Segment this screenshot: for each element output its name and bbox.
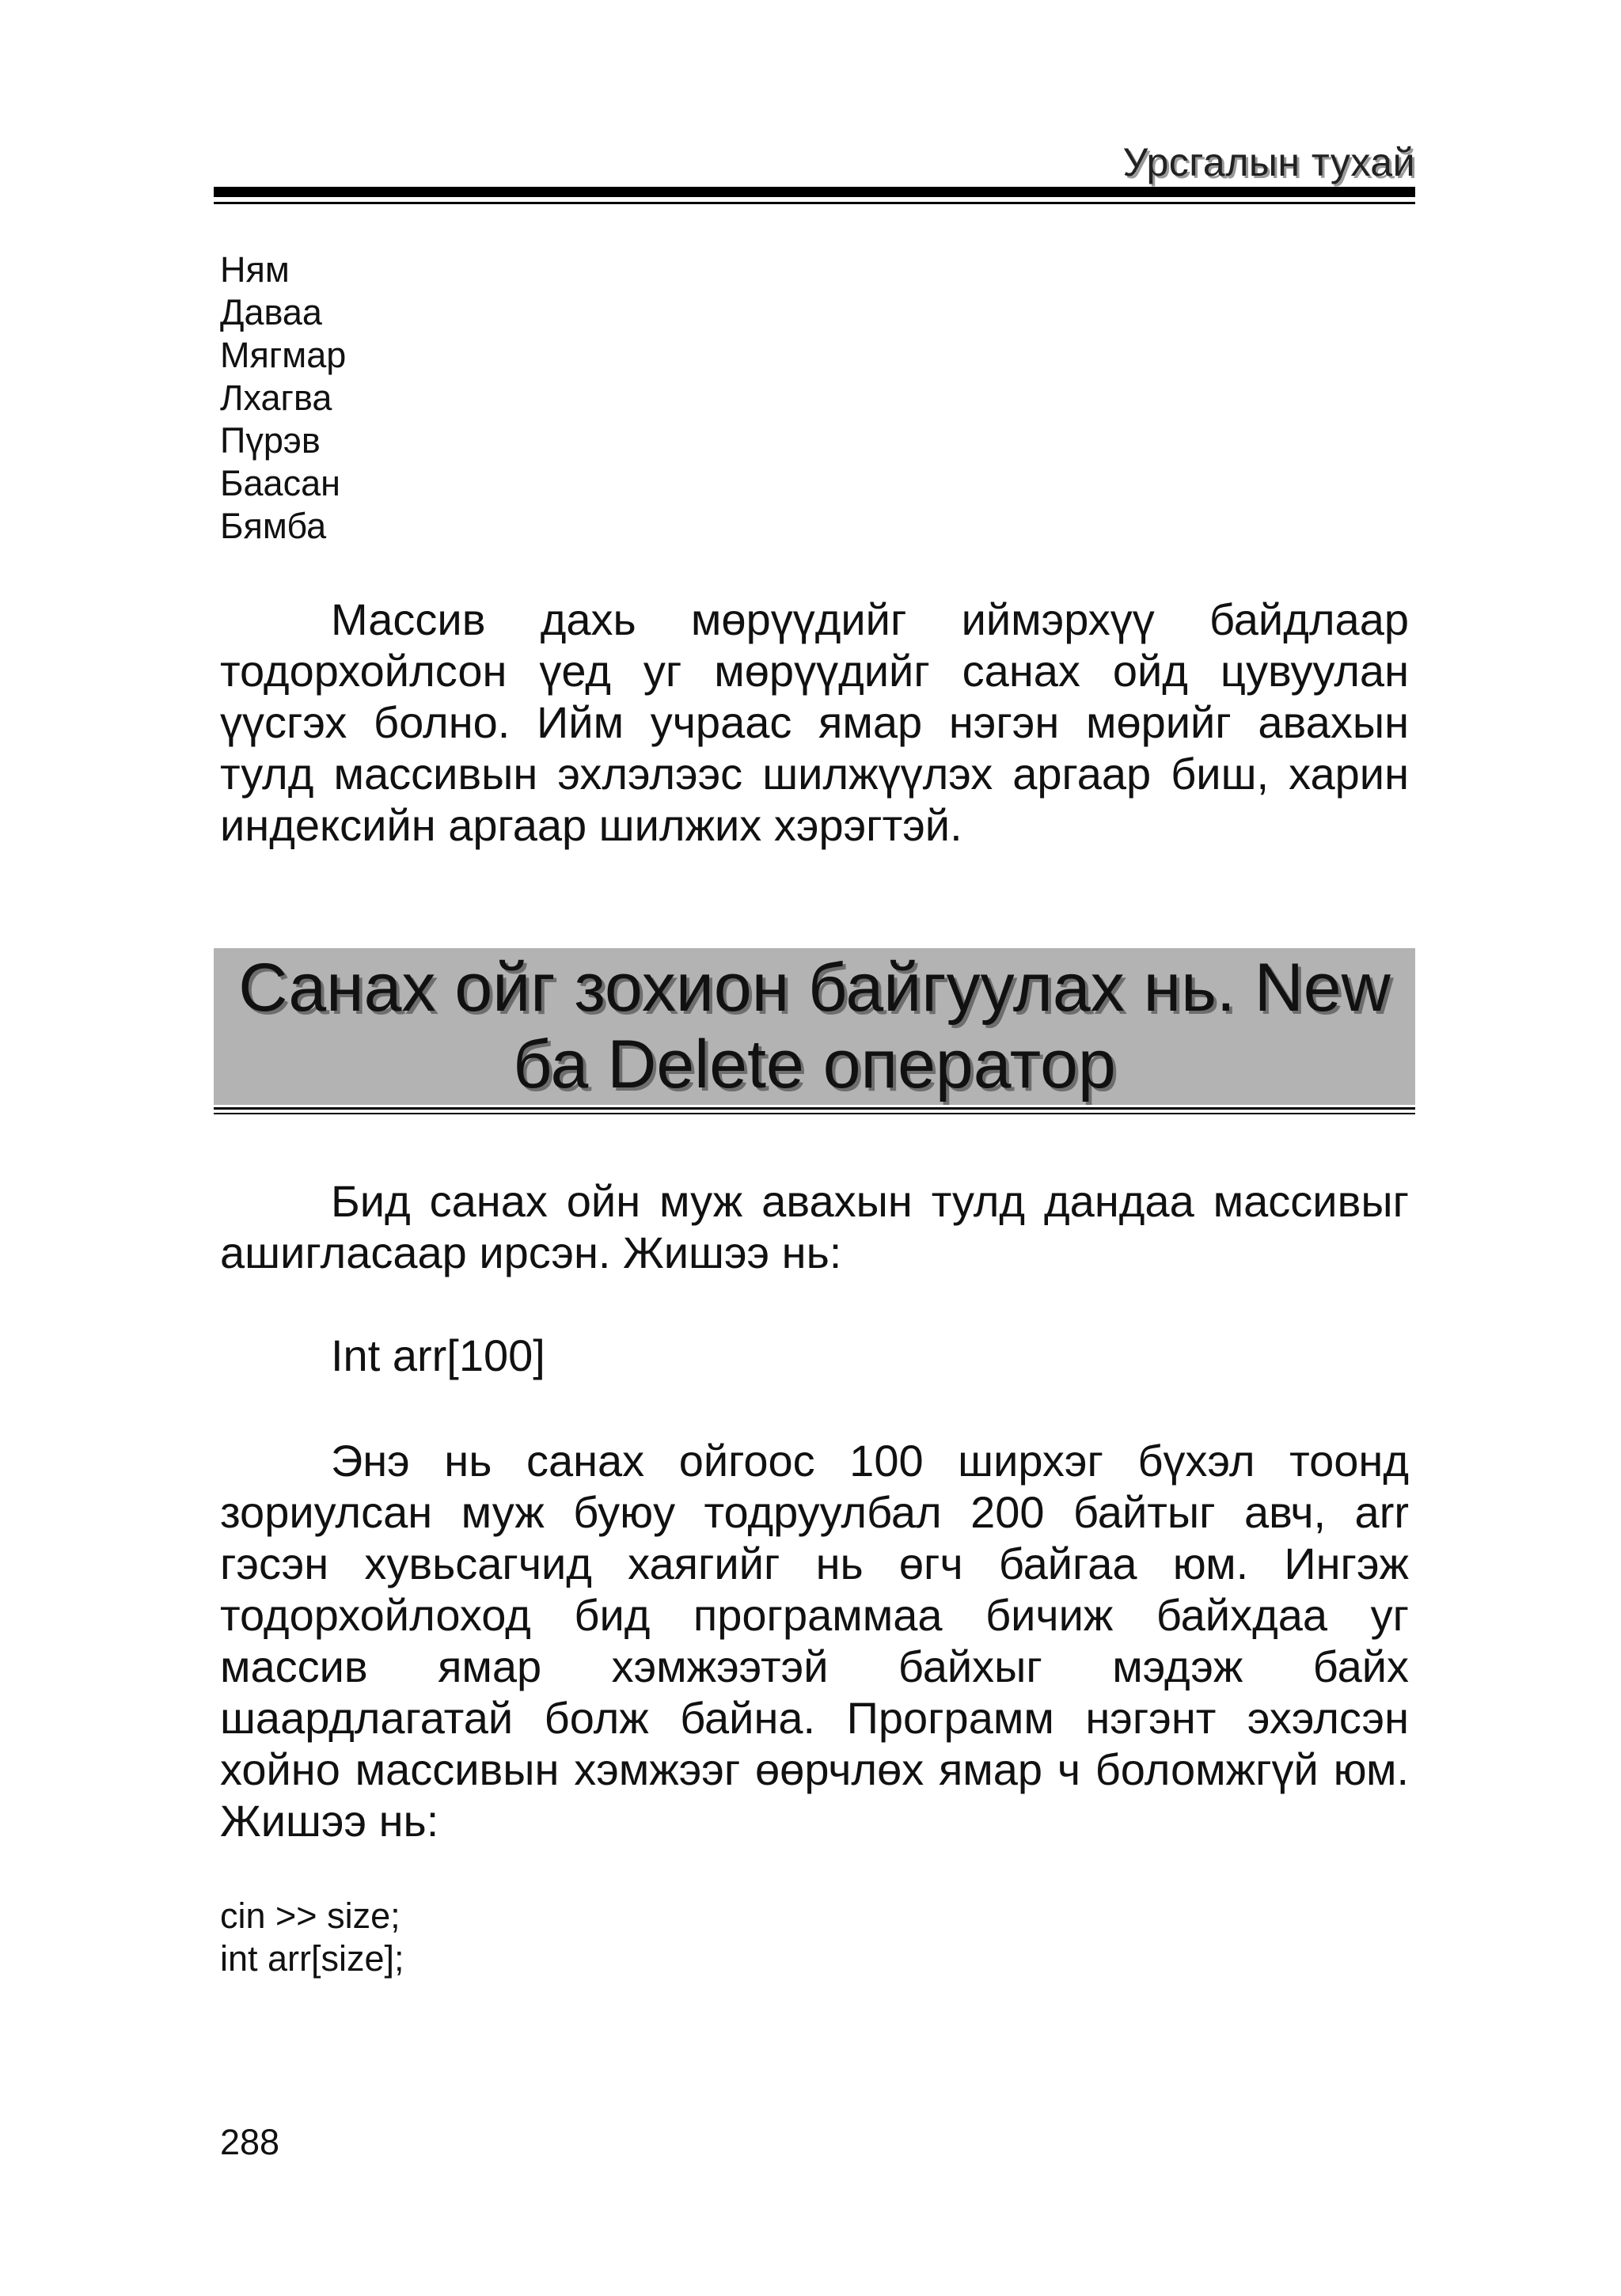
list-item: Ням [220,249,290,290]
code-example-array-declaration: Int arr[100] [331,1330,545,1380]
paragraph-text: Массив дахь мөрүүдийг иймэрхүү байдлаар тодорхойлсон үед уг мөрүүдийг санах ойд цувуулан үүсгэх болно. Ийм учраас ямар нэгэн мөрийг авахын тулд массивын эхлэлээс шилжүүлэх аргаар биш, харин индексийн аргаар шилжих хэрэгтэй. [220,594,1409,850]
page-number: 288 [220,2122,280,2162]
paragraph-strings-in-memory [220,594,1409,851]
list-item: Баасан [220,463,340,503]
list-item: Даваа [220,292,322,332]
header-rule-thin [214,202,1415,204]
paragraph-text: Энэ нь санах ойгоос 100 ширхэг бүхэл тоонд зориулсан муж буюу тодруулбал 200 байтыг авч, arr гэсэн хувьсагчид хаягийг нь өгч байгаа юм. Ингэж тодорхойлоход бид программаа бичиж байхдаа уг массив ямар хэмжээтэй байхыг мэдэж байх шаардлагатай болж байна. Программ нэгэнт эхэлсэн хойно массивын хэмжээг өөрчлөх ямар ч боломжгүй юм. Жишээ нь: [220,1436,1409,1846]
list-item: Мягмар [220,335,347,375]
list-item: Бямба [220,506,327,546]
paragraph-array-size [220,1435,1409,1846]
code-line: cin >> size; [220,1896,401,1936]
code-line: int arr[size]; [220,1938,404,1979]
paragraph-memory-region [220,1175,1409,1278]
section-heading-line-2: ба Delete оператор [513,1027,1116,1102]
section-heading-rule [214,1113,1415,1114]
weekday-list [220,249,346,548]
section-heading [214,950,1415,1103]
code-example-dynamic-size [220,1895,404,1980]
paragraph-text: Бид санах ойн муж авахын тулд дандаа массивыг ашигласаар ирсэн. Жишээ нь: [220,1176,1409,1277]
list-item: Пүрэв [220,420,321,461]
running-header: Урсгалын тухай [1122,140,1415,184]
section-heading-rule [214,1107,1415,1110]
header-rule-thick [214,187,1415,197]
section-heading-line-1: Санах ойг зохион байгуулах нь. New [238,950,1391,1026]
list-item: Лхагва [220,378,332,418]
